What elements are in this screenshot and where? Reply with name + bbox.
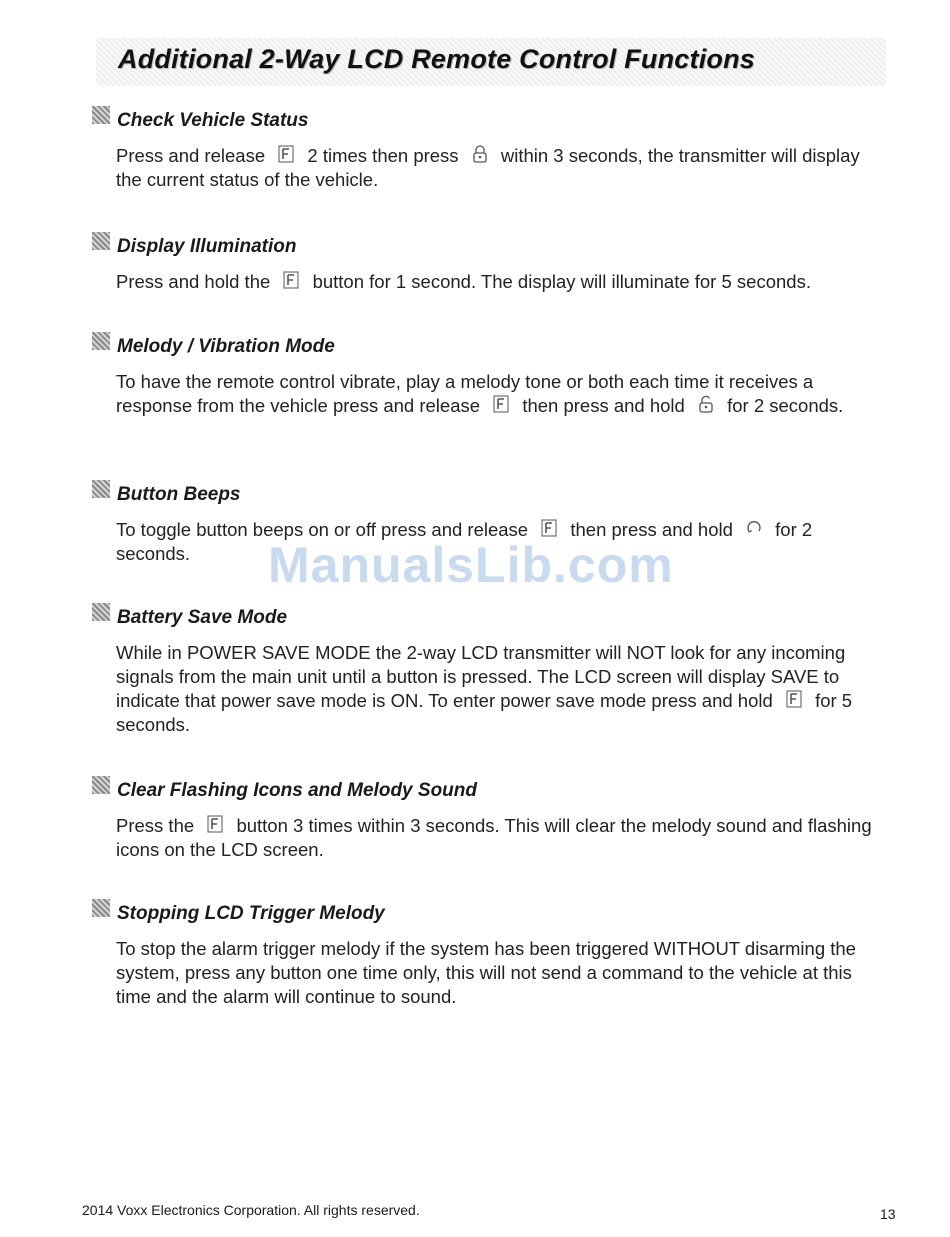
page-title: Additional 2-Way LCD Remote Control Functions — [118, 44, 756, 74]
bullet-icon — [92, 899, 110, 917]
section-body: Press the button 3 times within 3 seconds. This will clear the melody sound and flashing icons on the LCD screen. — [116, 815, 872, 860]
section-body: To stop the alarm trigger melody if the system has been triggered WITHOUT disarming the system, press any button one time only, this will not send a command to the vehicle at this time and the alarm will continue to sound. — [116, 938, 856, 1007]
bullet-icon — [92, 776, 110, 794]
f-button-icon — [491, 394, 511, 414]
section-display-illumination — [92, 236, 892, 294]
section-title: Melody / Vibration Mode — [117, 336, 335, 357]
f-button-icon — [784, 689, 804, 709]
section-title: Button Beeps — [117, 484, 241, 505]
section-title: Stopping LCD Trigger Melody — [117, 903, 385, 924]
section-body: To toggle button beeps on or off press and release then press and hold for 2 seconds. — [116, 519, 813, 564]
bullet-icon — [92, 232, 110, 250]
bullet-icon — [92, 480, 110, 498]
section-body: Press and release 2 times then press within 3 seconds, the transmitter will display the current status of the vehicle. — [116, 145, 860, 190]
f-button-icon — [276, 144, 296, 164]
section-clear-flashing-icons — [92, 780, 892, 862]
remote-start-button-icon — [744, 518, 764, 538]
section-title: Clear Flashing Icons and Melody Sound — [117, 780, 477, 801]
f-button-icon — [281, 270, 301, 290]
bullet-icon — [92, 332, 110, 350]
section-title: Check Vehicle Status — [117, 110, 309, 131]
section-button-beeps — [92, 484, 892, 566]
section-stopping-lcd-trigger-melody — [92, 903, 892, 1009]
section-title: Battery Save Mode — [117, 607, 288, 628]
section-check-vehicle-status — [92, 110, 892, 192]
section-title: Display Illumination — [117, 236, 297, 257]
unlock-button-icon — [696, 394, 716, 414]
watermark: ManualsLib.com — [268, 537, 674, 593]
section-battery-save-mode — [92, 607, 892, 737]
lock-button-icon — [470, 144, 490, 164]
f-button-icon — [539, 518, 559, 538]
section-body: To have the remote control vibrate, play a melody tone or both each time it receives a response from the vehicle press and release then press and hold for 2 seconds. — [116, 371, 844, 416]
f-button-icon — [205, 814, 225, 834]
section-body: Press and hold the button for 1 second. The display will illuminate for 5 seconds. — [116, 271, 811, 292]
section-body: While in POWER SAVE MODE the 2-way LCD transmitter will NOT look for any incoming signals from the main unit until a button is pressed. The LCD screen will display SAVE to indicate that power save mode is ON. To enter power save mode press and hold for 5 seconds. — [116, 642, 853, 735]
footer-copyright: 2014 Voxx Electronics Corporation. All rights reserved. — [82, 1202, 420, 1218]
page-number: 13 — [880, 1206, 896, 1222]
bullet-icon — [92, 603, 110, 621]
section-melody-vibration-mode — [92, 336, 892, 418]
bullet-icon — [92, 106, 110, 124]
